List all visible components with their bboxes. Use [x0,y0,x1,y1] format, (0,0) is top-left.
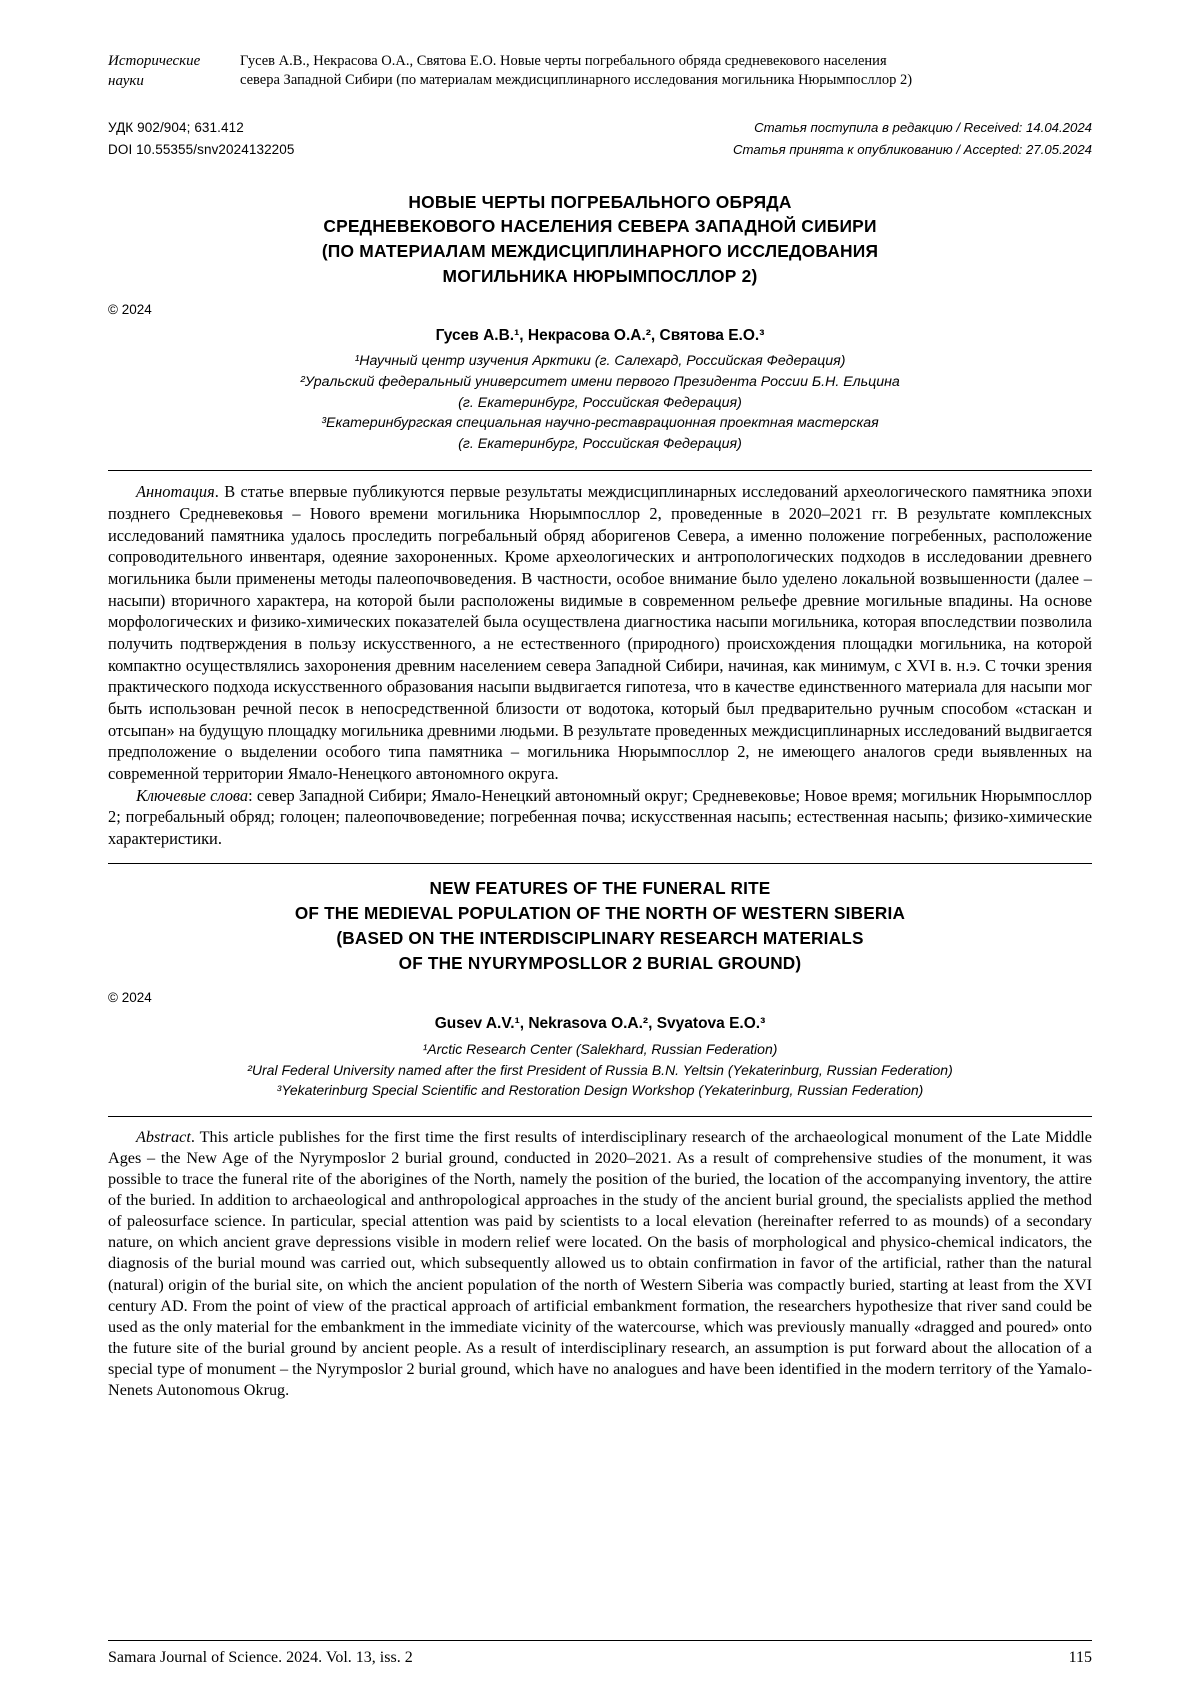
affiliation-ru-3b: (г. Екатеринбург, Российская Федерация) [458,435,742,452]
authors-en: Gusev A.V.¹, Nekrasova O.A.², Svyatova E.O.³ [434,1015,766,1033]
divider-above-abstract-ru [108,470,1092,471]
title-ru-line4: МОГИЛЬНИКА НЮРЫМПОСЛЛОР 2) [442,265,758,286]
dates-block [733,117,1092,161]
accepted-date: Статья принята к опубликованию / Accepted: 27.05.2024 [733,141,1092,157]
title-en-line3: (BASED ON THE INTERDISCIPLINARY RESEARCH MATERIALS [336,928,864,949]
running-head-section-line2: науки [108,72,144,89]
running-head [108,52,1092,91]
keywords-ru-text: : север Западной Сибири; Ямало-Ненецкий автономный округ; Средневековье; Новое время; могильник Нюрымпосллор 2; погребальный обряд; голоцен; палеопочвоведение; погребенная почва; искусственная насыпь; естественная насыпь; физико-химические характеристики. [108,785,1092,848]
affiliation-ru-2a: ²Уральский федеральный университет имени первого Президента России Б.Н. Ельцина [300,373,900,390]
title-ru-line3: (ПО МАТЕРИАЛАМ МЕЖДИСЦИПЛИНАРНОГО ИССЛЕДОВАНИЯ [321,240,879,261]
page-title-ru [177,190,1023,289]
running-head-citation-line1: Гусев А.В., Некрасова О.А., Святова Е.О. Новые черты погребального обряда средневекового населения [240,53,887,69]
identifier-block [108,117,295,162]
page-title-en [147,876,1052,976]
footer-page-number: 115 [1068,1649,1092,1666]
title-ru-line2: СРЕДНЕВЕКОВОГО НАСЕЛЕНИЯ СЕВЕРА ЗАПАДНОЙ СИБИРИ [323,216,877,237]
title-en-line2: OF THE MEDIEVAL POPULATION OF THE NORTH OF WESTERN SIBERIA [294,903,906,924]
title-ru-line1: НОВЫЕ ЧЕРТЫ ПОГРЕБАЛЬНОГО ОБРЯДА [408,191,792,212]
affiliation-en-1: ¹Arctic Research Center (Salekhard, Russian Federation) [422,1041,778,1058]
running-head-section [108,52,240,91]
divider-above-abstract-en [108,1116,1092,1117]
affiliations-en [108,1039,1092,1100]
abstract-en [108,1127,1092,1401]
title-en-line4: OF THE NYURYMPOSLLOR 2 BURIAL GROUND) [398,953,802,974]
affiliations-ru [108,351,1092,454]
abstract-ru [108,481,1092,849]
keywords-ru-paragraph [108,785,1092,850]
copyright-en: © 2024 [108,990,152,1006]
affiliation-ru-2b: (г. Екатеринбург, Российская Федерация) [458,394,742,411]
affiliation-en-2: ²Ural Federal University named after the first President of Russia B.N. Yeltsin (Yekaterinburg, Russian Federation) [247,1061,953,1078]
running-head-citation [240,52,1092,89]
doi-code: DOI 10.55355/snv2024132205 [108,142,295,158]
divider-between-languages [108,863,1092,864]
udk-code: УДК 902/904; 631.412 [108,120,244,135]
affiliation-en-3: ³Yekaterinburg Special Scientific and Restoration Design Workshop (Yekaterinburg, Russian Federation) [276,1081,924,1098]
keywords-ru-label: Ключевые слова [136,785,249,805]
title-en-line1: NEW FEATURES OF THE FUNERAL RITE [429,878,771,899]
authors-ru: Гусев А.В.¹, Некрасова О.А.², Святова Е.О.³ [435,327,765,345]
page-footer [108,1640,1092,1667]
copyright-ru: © 2024 [108,302,152,318]
abstract-ru-label: Аннотация [136,482,215,502]
running-head-section-line1: Исторические [108,53,201,69]
abstract-ru-text: . В статье впервые публикуются первые результаты междисциплинарных исследований археологического памятника эпохи позднего Средневековья – Нового времени могильника Нюрымпосллор 2, проведенные в 2020–2021 гг. В результате комплексных исследований памятника удалось проследить погребальный обряд аборигенов Севера, а именно положение погребенных, расположение сопроводительного инвентаря, одеяние захороненных. Кроме археологических и антропологических подходов в исследовании древнего могильника были применены методы палеопочвоведения. В частности, особое внимание было уделено локальной возвышенности (далее – насыпи) вторичного характера, на которой были расположены видимые в современном рельефе древние могильные впадины. На основе морфологических и физико-химических показателей была осуществлена диагностика насыпи могильника, которая впоследствии позволила получить подтверждения в пользу искусственного, а не естественного (природного) происхождения площадки могильника, на которой компактно осуществлялись захоронения древним населением севера Западной Сибири, начиная, как минимум, с XVI в. н.э. С точки зрения практического подхода искусственного образования насыпи выдвигается гипотеза, что в качестве единственного материала для насыпи мог быть использован речной песок в непосредственной близости от водотока, который был предварительно ручным способом «стаскан и отсыпан» на будущую площадку могильника древними людьми. В результате проведенных междисциплинарных исследований выдвигается предположение о выделении особого типа памятника – могильника Нюрымпосллор 2, не имеющего аналогов среди выявленных на современной территории Ямало-Ненецкого автономного округа. [108,482,1092,783]
article-meta [108,117,1092,162]
abstract-en-text: . This article publishes for the first time the first results of interdisciplinary research of the archaeological monument of the Late Middle Ages – the New Age of the Nyrymposlor 2 burial ground, conducted in 2020–2021. As a result of comprehensive studies of the monument, it was possible to trace the funeral rite of the aborigines of the North, namely the position of the buried, the location of the accompanying inventory, the attire of the buried. In addition to archaeological and anthropological approaches in the study of the ancient burial ground, the specialists applied the method of paleosurface science. In particular, special attention was paid by scientists to a local elevation (hereinafter referred to as mounds) of a secondary nature, on which ancient grave depressions visible in modern relief were located. On the basis of morphological and physico-chemical indicators, the diagnosis of the burial mound was carried out, which subsequently allowed us to obtain confirmation in favor of the artificial, rather than the natural (natural) origin of the burial site, on which the ancient population of the north of Western Siberia was compactly buried, starting at least from the XVI century AD. From the point of view of the practical approach of artificial embankment formation, the researchers hypothesize that river sand could be used as the only material for the embankment in the immediate vicinity of the watercourse, which was previously manually «dragged and poured» onto the future site of the burial ground by ancient people. As a result of interdisciplinary research, an assumption is put forward about the allocation of a special type of monument – the Nyrymposlor 2 burial ground, which have no analogues and have been identified in the modern territory of the Yamalo-Nenets Autonomous Okrug. [108,1128,1092,1399]
abstract-en-label: Abstract [136,1128,191,1147]
footer-journal: Samara Journal of Science. 2024. Vol. 13, iss. 2 [108,1649,413,1666]
running-head-citation-line2: севера Западной Сибири (по материалам междисциплинарного исследования могильника Нюрымпосллор 2) [240,71,913,88]
affiliation-ru-3a: ³Екатеринбургская специальная научно-реставрационная проектная мастерская [321,415,879,432]
abstract-ru-paragraph [108,481,1092,784]
affiliation-ru-1: ¹Научный центр изучения Арктики (г. Салехард, Российская Федерация) [354,353,846,370]
abstract-en-paragraph [108,1127,1092,1401]
received-date: Статья поступила в редакцию / Received: 14.04.2024 [754,120,1092,135]
